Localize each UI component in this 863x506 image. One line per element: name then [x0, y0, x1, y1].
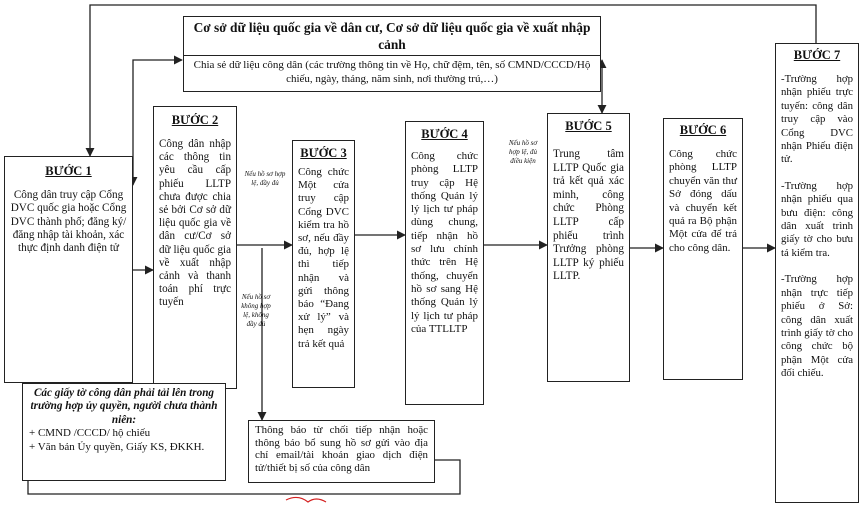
- step-7-box: [775, 43, 859, 503]
- database-title: Cơ sở dữ liệu quốc gia về dân cư, Cơ sở dữ liệu quốc gia về xuất nhập cảnh: [193, 20, 591, 52]
- step-6-box: [663, 118, 743, 380]
- step-5-box: [547, 113, 630, 382]
- note-valid-conditions: Nếu hồ sơ hợp lệ, đủ điều kiện: [508, 139, 538, 165]
- step-1-box: [4, 156, 133, 383]
- step-4-title: BƯỚC 4: [421, 127, 468, 141]
- step-4-text: Công chức phòng LLTP truy cập Hệ thống Quản lý lý lịch tư pháp dùng chung, tiếp nhận hồ sơ lưu chính thức trên Hệ thống, chuyển hồ sơ sang Hệ thống Quản lý lý lịch tư pháp của TTLLTP: [411, 150, 478, 335]
- step-6-title: BƯỚC 6: [679, 123, 727, 137]
- step-2-title: BƯỚC 2: [171, 113, 219, 127]
- database-box: [183, 16, 601, 92]
- step-1-text: Công dân truy cập Cổng DVC quốc gia hoặc Cổng DVC thành phố; đăng ký/đăng nhập tài khoản, xác thực định danh điện tử: [10, 189, 127, 255]
- note-invalid: Nếu hồ sơ không hợp lệ, không đầy đủ: [241, 293, 271, 328]
- documents-box: [22, 383, 226, 481]
- step-3-text: Công chức Một cửa truy cập Cổng DVC kiểm tra hồ sơ, nếu đầy đủ, hợp lệ thì tiếp nhận và gửi thông báo “Đang xử lý” và hẹn ngày trả kết quả: [298, 166, 349, 350]
- step-1-title: BƯỚC 1: [45, 164, 92, 178]
- step-7-title: BƯỚC 7: [793, 48, 841, 62]
- step-2-box: [153, 106, 237, 389]
- stamp-mark: [286, 497, 326, 502]
- documents-heading: Các giấy tờ công dân phải tải lên trong trường hợp ủy quyền, người chưa thành niên:: [30, 387, 218, 426]
- step-5-title: BƯỚC 5: [565, 119, 612, 133]
- documents-item-1: + CMND /CCCD/ hộ chiếu: [29, 427, 151, 440]
- note-valid: Nếu hồ sơ hợp lệ, đầy đủ: [244, 170, 286, 187]
- reject-notice-text: Thông báo từ chối tiếp nhận hoặc thông báo bổ sung hồ sơ gửi vào địa chỉ email/tài khoản giao dịch điện tử/thiết bị số của công dân: [255, 424, 428, 474]
- step-6-text: Công chức phòng LLTP chuyển văn thư Sở đóng dấu và chuyển kết quả ra Bộ phận Một cửa để trả cho công dân.: [669, 148, 737, 254]
- step-3-box: [292, 140, 355, 388]
- database-detail: Chia sẻ dữ liệu công dân (các trường thông tin về Họ, chữ đệm, tên, số CMND/CCCD/Hộ chiếu, ngày, tháng, năm sinh, nơi thường trú,…): [184, 55, 600, 88]
- step-4-box: [405, 121, 484, 405]
- step-7-para-3: -Trường hợp nhận trực tiếp phiếu ở Sở: công dân xuất trình giấy tờ cho công chức bộ phận Một cửa đối chiếu.: [781, 273, 853, 380]
- documents-item-2: + Văn bản Ủy quyền, Giấy KS, ĐKKH.: [29, 440, 205, 453]
- step-7-para-1: -Trường hợp nhận phiếu trực tuyến: công dân truy cập vào Cổng DVC nhận Phiếu điện tử.: [781, 73, 853, 166]
- step-3-title: BƯỚC 3: [300, 146, 347, 160]
- reject-notice-box: [248, 420, 435, 483]
- step-7-para-2: -Trường hợp nhận phiếu qua bưu điện: công dân xuất trình giấy tờ cho bưu tá kiểm tra.: [781, 179, 853, 259]
- step-2-text: Công dân nhập các thông tin yêu cầu cấp phiếu LLTP chưa được chia sẻ bởi Cơ sở dữ liệu quốc gia về dân cư/Cơ sở dữ liệu quốc gia về xuất nhập cảnh và thanh toán phí trực tuyến: [159, 138, 231, 309]
- step-5-text: Trung tâm LLTP Quốc gia trả kết quả xác minh, công chức Phòng LLTP cấp phiếu trình Trưởng phòng LLTP ký phiếu LLTP.: [553, 148, 624, 283]
